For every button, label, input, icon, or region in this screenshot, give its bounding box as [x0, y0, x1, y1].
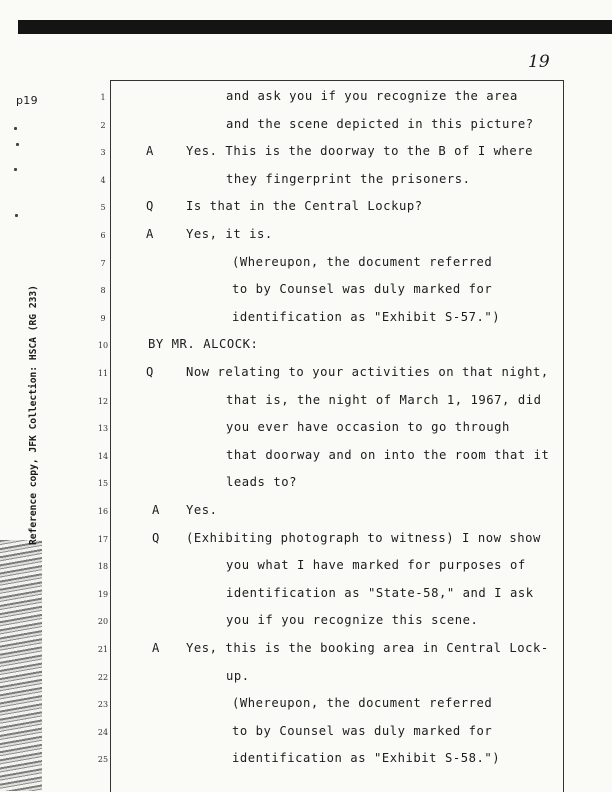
line-number: 12 [97, 396, 109, 406]
handwritten-page-number: 19 [528, 52, 550, 72]
transcript-line [0, 335, 612, 361]
transcript-line [0, 611, 612, 637]
transcript-line [0, 446, 612, 472]
transcript-line [0, 170, 612, 196]
line-number: 4 [100, 175, 106, 185]
line-number: 6 [100, 231, 106, 240]
line-number: 2 [100, 120, 106, 130]
line-text: Yes, it is. [186, 227, 273, 241]
line-number: 9 [100, 313, 106, 323]
speaker-label: Q [152, 530, 160, 545]
line-text: identification as "Exhibit S-58.") [232, 751, 501, 766]
line-text: and ask you if you recognize the area [226, 89, 518, 103]
transcript-line [0, 556, 612, 582]
transcript-line [0, 225, 612, 251]
transcript-line [0, 418, 612, 444]
line-number: 1 [100, 93, 106, 102]
transcript-line [0, 722, 612, 748]
reference-copy-stamp: Reference copy, JFK Collection: HSCA (RG 233) [28, 285, 39, 545]
line-number: 8 [100, 286, 106, 296]
transcript-line [0, 639, 612, 665]
line-text: you if you recognize this scene. [226, 613, 479, 628]
line-number: 15 [97, 479, 109, 489]
speaker-label: A [146, 144, 154, 159]
line-number: 16 [97, 507, 109, 516]
transcript-line [0, 501, 612, 527]
line-number: 25 [97, 755, 109, 765]
speaker-label: A [152, 503, 160, 517]
line-text: identification as "State-58," and I ask [226, 585, 534, 600]
line-number: 19 [97, 589, 109, 599]
line-number: 13 [97, 424, 109, 434]
transcript-line [0, 667, 612, 693]
transcript-line [0, 473, 612, 499]
transcript-line [0, 694, 612, 720]
line-text: to by Counsel was duly marked for [232, 282, 493, 297]
line-number: 10 [97, 341, 109, 351]
transcript-line [0, 308, 612, 334]
line-text: to by Counsel was duly marked for [232, 723, 493, 738]
line-number: 5 [100, 203, 106, 213]
transcript-line [0, 142, 612, 168]
line-text: (Whereupon, the document referred [232, 254, 493, 269]
line-text: up. [226, 668, 250, 683]
line-text: leads to? [226, 475, 297, 490]
transcript-line [0, 584, 612, 610]
line-text: that is, the night of March 1, 1967, did [226, 392, 542, 407]
line-text: you ever have occasion to go through [226, 420, 510, 435]
line-number: 17 [97, 534, 109, 544]
transcript-line [0, 280, 612, 306]
line-text: that doorway and on into the room that it [226, 447, 550, 462]
transcript-line [0, 115, 612, 141]
line-number: 24 [97, 727, 109, 737]
transcript-line [0, 197, 612, 223]
line-text: Yes. This is the doorway to the B of I where [186, 144, 534, 159]
line-number: 3 [100, 148, 106, 158]
speaker-label: A [152, 641, 160, 655]
line-number: 21 [97, 645, 109, 654]
line-number: 7 [100, 258, 106, 268]
line-text: Is that in the Central Lockup? [186, 199, 423, 214]
line-text: and the scene depicted in this picture? [226, 116, 534, 131]
transcript-line [0, 391, 612, 417]
line-number: 22 [97, 672, 109, 682]
transcript-line [0, 253, 612, 279]
line-text: Yes. [186, 503, 218, 517]
line-text: (Whereupon, the document referred [232, 696, 493, 711]
line-text: Now relating to your activities on that night, [186, 365, 549, 379]
line-text: BY MR. ALCOCK: [148, 337, 259, 352]
page-tag: p19 [16, 94, 38, 107]
line-number: 18 [97, 562, 109, 572]
scan-top-bar [18, 20, 612, 34]
line-number: 11 [97, 369, 109, 378]
transcript-line [0, 363, 612, 389]
speaker-label: Q [146, 199, 154, 214]
transcript-line [0, 87, 612, 113]
line-number: 20 [97, 617, 109, 627]
transcript-line [0, 749, 612, 775]
line-text: (Exhibiting photograph to witness) I now show [186, 530, 541, 545]
transcript-line [0, 529, 612, 555]
speaker-label: A [146, 227, 154, 241]
speaker-label: Q [146, 365, 154, 379]
line-text: Yes, this is the booking area in Central Lock- [186, 641, 549, 655]
line-text: you what I have marked for purposes of [226, 558, 526, 573]
line-number: 14 [97, 451, 109, 461]
line-text: they fingerprint the prisoners. [226, 171, 471, 186]
line-text: identification as "Exhibit S-57.") [232, 309, 501, 324]
line-number: 23 [97, 700, 109, 710]
